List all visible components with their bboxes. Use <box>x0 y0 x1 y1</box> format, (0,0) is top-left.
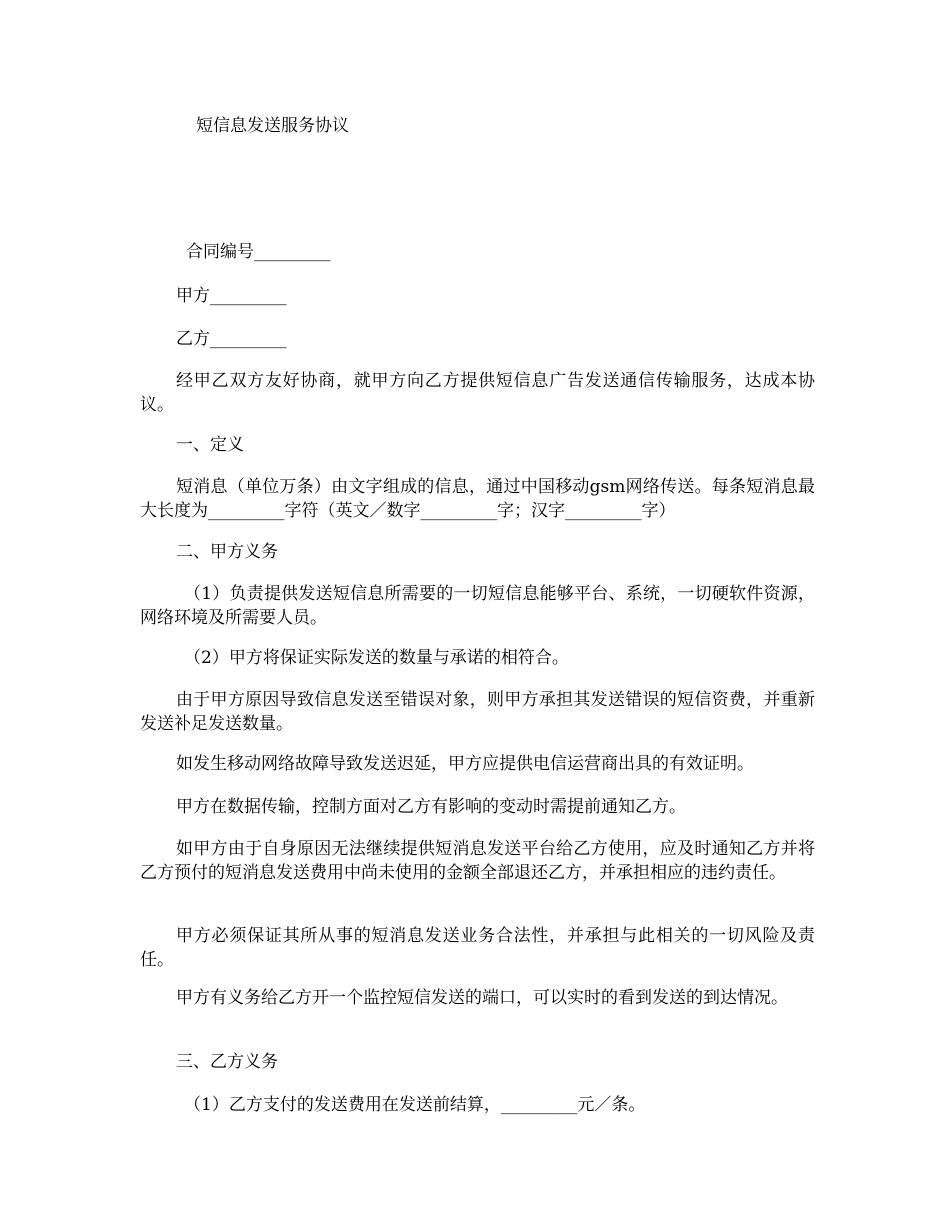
party-a-line: 甲方_________ <box>176 286 287 306</box>
party-a-paragraph-4: 如发生移动网络故障导致发送迟延，甲方应提供电信运营商出具的有效证明。 <box>176 754 754 774</box>
party-a-paragraph-3: 由于甲方原因导致信息发送至错误对象，则甲方承担其发送错误的短信资费，并重新发送补足发送数量。 <box>140 690 815 734</box>
contract-number-line: 合同编号_________ <box>186 242 331 262</box>
party-a-paragraph-8: 甲方有义务给乙方开一个监控短信发送的端口，可以实时的看到发送的到达情况。 <box>176 988 788 1008</box>
party-a-paragraph-5: 甲方在数据传输，控制方面对乙方有影响的变动时需提前通知乙方。 <box>176 797 686 817</box>
section-heading-party-a-obligations: 二、甲方义务 <box>176 542 278 562</box>
section-heading-party-b-obligations: 三、乙方义务 <box>176 1052 278 1072</box>
section-heading-definition: 一、定义 <box>176 435 244 455</box>
party-a-item-2: （2）甲方将保证实际发送的数量与承诺的相符合。 <box>184 648 569 668</box>
party-b-line: 乙方_________ <box>176 329 287 349</box>
definition-paragraph: 短消息（单位万条）由文字组成的信息，通过中国移动gsm网络传送。每条短消息最大长度为_________字符（英文／数字_________字；汉字_________字） <box>140 477 815 521</box>
party-b-item-1: （1）乙方支付的发送费用在发送前结算，_________元／条。 <box>184 1095 646 1115</box>
intro-paragraph: 经甲乙双方友好协商，就甲方向乙方提供短信息广告发送通信传输服务，达成本协议。 <box>140 371 815 415</box>
party-a-paragraph-6: 如甲方由于自身原因无法继续提供短消息发送平台给乙方使用，应及时通知乙方并将乙方预付的短消息发送费用中尚未使用的金额全部退还乙方，并承担相应的违约责任。 <box>140 839 815 883</box>
party-a-item-1: （1）负责提供发送短信息所需要的一切短信息能够平台、系统，一切硬软件资源，网络环境及所需要人员。 <box>140 584 815 628</box>
document-title: 短信息发送服务协议 <box>196 116 349 136</box>
party-a-paragraph-7: 甲方必须保证其所从事的短消息发送业务合法性，并承担与此相关的一切风险及责任。 <box>140 926 815 970</box>
